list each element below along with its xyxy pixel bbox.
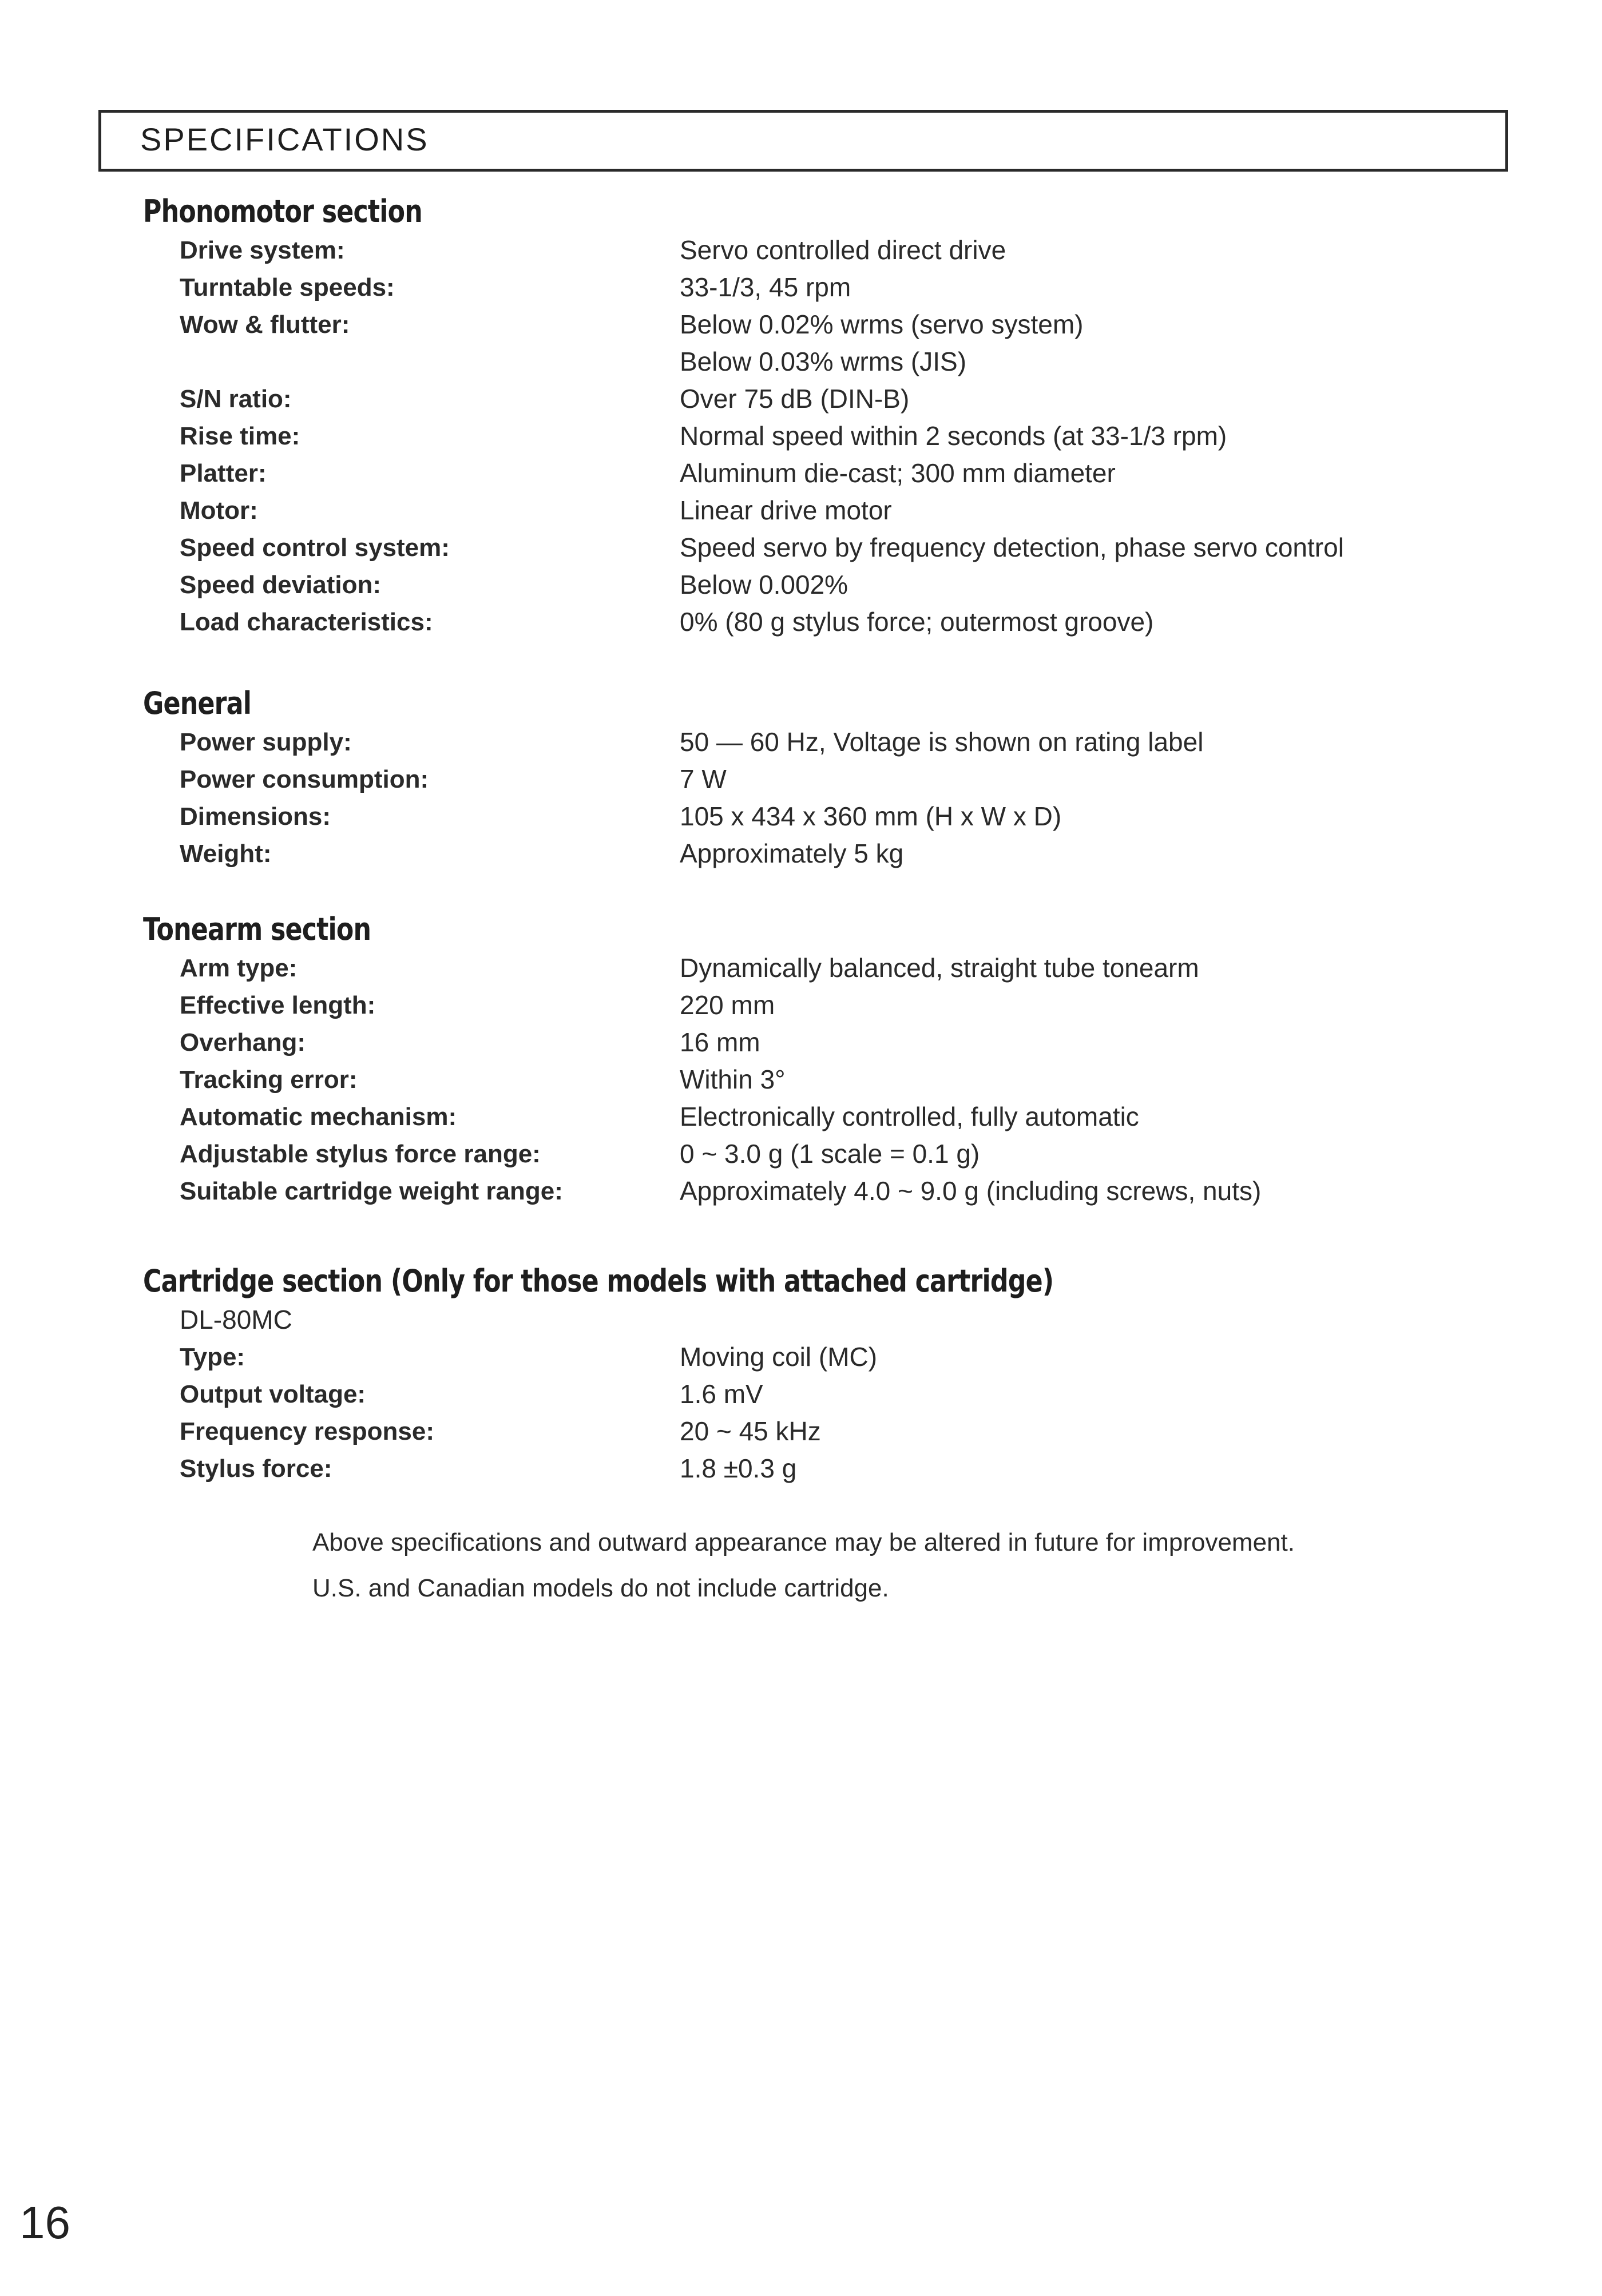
spec-row <box>143 418 1545 455</box>
spec-value: Over 75 dB (DIN-B) <box>680 384 910 414</box>
spec-label: Power consumption: <box>180 765 429 793</box>
spec-row <box>143 950 1545 987</box>
general-section <box>143 684 1545 872</box>
section-heading: Phonomotor section <box>143 193 422 229</box>
section-heading: Cartridge section (Only for those models with attached cartridge) <box>143 1263 1054 1299</box>
spec-label: Adjustable stylus force range: <box>180 1140 541 1168</box>
spec-value: 1.8 ±0.3 g <box>680 1453 797 1483</box>
spec-value: Dynamically balanced, straight tube tonearm <box>680 953 1199 983</box>
spec-value: Servo controlled direct drive <box>680 235 1006 265</box>
spec-label: S/N ratio: <box>180 385 292 413</box>
spec-value: Within 3° <box>680 1064 786 1094</box>
spec-label: Speed deviation: <box>180 571 382 599</box>
spec-value: Below 0.02% wrms (servo system) <box>680 309 1084 339</box>
model-row <box>143 1301 1545 1338</box>
page-number: 16 <box>19 2197 70 2248</box>
spec-label: Power supply: <box>180 728 352 756</box>
spec-row <box>143 987 1545 1024</box>
spec-value: Speed servo by frequency detection, phase servo control <box>680 533 1344 562</box>
spec-row <box>143 1135 1545 1173</box>
spec-label: Type: <box>180 1343 245 1371</box>
spec-label: Wow & flutter: <box>180 311 350 339</box>
spec-row <box>143 724 1545 761</box>
spec-value: Moving coil (MC) <box>680 1342 878 1372</box>
spec-label: Platter: <box>180 459 267 487</box>
cartridge-model: DL-80MC <box>180 1305 292 1334</box>
spec-row <box>143 232 1545 269</box>
spec-value: 0 ~ 3.0 g (1 scale = 0.1 g) <box>680 1139 980 1169</box>
spec-row <box>143 343 1545 380</box>
note-cartridge: U.S. and Canadian models do not include cartridge. <box>312 1574 889 1602</box>
spec-label: Rise time: <box>180 422 300 450</box>
spec-value: 7 W <box>680 764 727 794</box>
spec-label: Arm type: <box>180 954 298 982</box>
section-heading: Tonearm section <box>143 911 371 947</box>
spec-label: Weight: <box>180 840 272 868</box>
spec-row <box>143 455 1545 492</box>
spec-label: Motor: <box>180 496 258 525</box>
page-title: SPECIFICATIONS <box>140 121 429 157</box>
spec-row <box>143 492 1545 529</box>
spec-row <box>143 1413 1545 1450</box>
specifications-title-box <box>98 110 1508 172</box>
cartridge-section <box>143 1261 1545 1487</box>
spec-row <box>143 1024 1545 1061</box>
spec-value: 220 mm <box>680 990 775 1020</box>
spec-row <box>143 1098 1545 1135</box>
spec-value: 1.6 mV <box>680 1379 763 1409</box>
spec-value: 50 — 60 Hz, Voltage is shown on rating label <box>680 727 1204 757</box>
spec-value: Approximately 4.0 ~ 9.0 g (including screws, nuts) <box>680 1176 1262 1206</box>
spec-label: Turntable speeds: <box>180 273 395 301</box>
spec-value: Electronically controlled, fully automatic <box>680 1102 1139 1131</box>
spec-row <box>143 1450 1545 1487</box>
spec-row <box>143 1338 1545 1376</box>
spec-value: Approximately 5 kg <box>680 839 904 868</box>
spec-row <box>143 269 1545 306</box>
spec-label: Suitable cartridge weight range: <box>180 1177 563 1205</box>
spec-value: 16 mm <box>680 1027 760 1057</box>
section-heading: General <box>143 685 252 721</box>
spec-row <box>143 529 1545 566</box>
spec-label: Speed control system: <box>180 534 450 562</box>
tonearm-section <box>143 909 1545 1210</box>
spec-label: Drive system: <box>180 236 345 264</box>
spec-label: Frequency response: <box>180 1417 435 1445</box>
spec-value: Below 0.03% wrms (JIS) <box>680 347 967 376</box>
spec-row <box>143 798 1545 835</box>
spec-row <box>143 306 1545 343</box>
spec-row <box>143 761 1545 798</box>
spec-label: Dimensions: <box>180 803 331 831</box>
note-improvement: Above specifications and outward appearance may be altered in future for improvement. <box>312 1528 1295 1556</box>
spec-row <box>143 1376 1545 1413</box>
spec-value: 33-1/3, 45 rpm <box>680 272 851 302</box>
spec-label: Effective length: <box>180 991 376 1019</box>
spec-value: Linear drive motor <box>680 495 892 525</box>
spec-label: Automatic mechanism: <box>180 1103 457 1131</box>
spec-value: Below 0.002% <box>680 570 848 599</box>
spec-row <box>143 1061 1545 1098</box>
spec-value: Normal speed within 2 seconds (at 33-1/3 rpm) <box>680 421 1227 451</box>
spec-row <box>143 380 1545 418</box>
spec-label: Stylus force: <box>180 1455 332 1483</box>
spec-value: Aluminum die-cast; 300 mm diameter <box>680 458 1116 488</box>
spec-label: Overhang: <box>180 1028 306 1056</box>
spec-label: Tracking error: <box>180 1066 358 1094</box>
spec-row <box>143 835 1545 872</box>
spec-label: Output voltage: <box>180 1380 366 1408</box>
spec-row <box>143 566 1545 603</box>
spec-row <box>143 1173 1545 1210</box>
spec-value: 0% (80 g stylus force; outermost groove) <box>680 607 1154 637</box>
spec-value: 20 ~ 45 kHz <box>680 1416 821 1446</box>
spec-row <box>143 603 1545 641</box>
spec-label: Load characteristics: <box>180 608 433 636</box>
spec-value: 105 x 434 x 360 mm (H x W x D) <box>680 801 1062 831</box>
phonomotor-section <box>143 192 1545 641</box>
